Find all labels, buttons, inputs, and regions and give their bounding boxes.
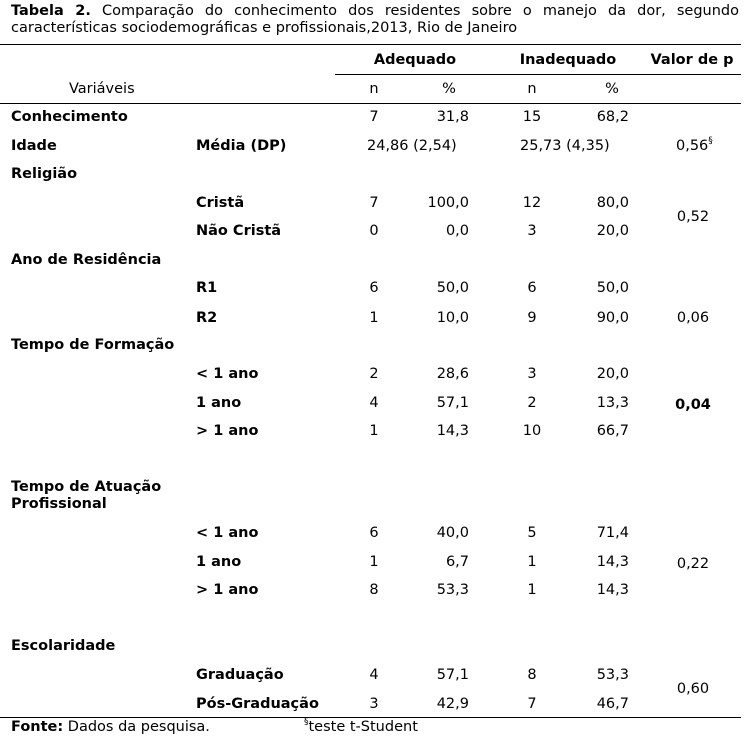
p-value: 0,04 bbox=[675, 397, 711, 413]
p-value: 0,22 bbox=[676, 556, 710, 572]
a-pct: 100,0 bbox=[427, 195, 469, 211]
i-pct: 53,3 bbox=[596, 667, 629, 683]
label: Escolaridade bbox=[11, 638, 116, 654]
label: Ano de Residência bbox=[11, 252, 162, 268]
a-pct: 6,7 bbox=[445, 554, 469, 570]
i-n: 1 bbox=[527, 554, 537, 570]
a-pct: 42,9 bbox=[436, 696, 469, 712]
caption-label: Tabela 2. bbox=[11, 3, 91, 19]
top-rule bbox=[0, 44, 741, 45]
group-header-rule bbox=[335, 74, 741, 75]
sub-label: < 1 ano bbox=[196, 366, 259, 382]
i-n: 5 bbox=[527, 525, 537, 541]
caption-text: Comparação do conhecimento dos residentes sobre o manejo da dor, segundo características sociodemográficas e profissionais,2013, Rio de Janeiro bbox=[11, 3, 740, 36]
i-pct: 80,0 bbox=[596, 195, 629, 211]
sub-label: 1 ano bbox=[196, 395, 242, 411]
i-n: 2 bbox=[527, 395, 537, 411]
header-a-n: n bbox=[369, 81, 379, 97]
i-n: 3 bbox=[527, 366, 537, 382]
source-text: Dados da pesquisa. bbox=[67, 719, 210, 735]
sub-label: < 1 ano bbox=[196, 525, 259, 541]
a-n: 1 bbox=[369, 423, 379, 439]
a-n: 8 bbox=[369, 582, 379, 598]
i-pct: 66,7 bbox=[596, 423, 629, 439]
header-i-pct: % bbox=[605, 81, 619, 97]
i-pct: 20,0 bbox=[596, 223, 629, 239]
source-label: Fonte: bbox=[11, 719, 64, 735]
i-pct: 71,4 bbox=[596, 525, 629, 541]
a-pct: 28,6 bbox=[436, 366, 469, 382]
i-pct: 14,3 bbox=[596, 582, 629, 598]
i-pct: 20,0 bbox=[596, 366, 629, 382]
header-adequado: Adequado bbox=[373, 52, 457, 68]
p-value: 0,52 bbox=[676, 209, 710, 225]
a-n: 7 bbox=[369, 109, 379, 125]
a-pct: 10,0 bbox=[436, 310, 469, 326]
a-n: 1 bbox=[369, 554, 379, 570]
label: Religião bbox=[11, 166, 78, 182]
i-pct: 46,7 bbox=[596, 696, 629, 712]
header-p-value: Valor de p bbox=[650, 52, 734, 68]
sub-label: Cristã bbox=[196, 195, 245, 211]
header-a-pct: % bbox=[442, 81, 456, 97]
sub-label: Média (DP) bbox=[196, 138, 287, 154]
bottom-rule bbox=[0, 717, 741, 718]
i-n: 8 bbox=[527, 667, 537, 683]
i-n: 15 bbox=[522, 109, 542, 125]
i-n: 12 bbox=[522, 195, 542, 211]
i-pct: 13,3 bbox=[596, 395, 629, 411]
a-n: 6 bbox=[369, 280, 379, 296]
a-n: 0 bbox=[369, 223, 379, 239]
a-pct: 57,1 bbox=[436, 667, 469, 683]
a-mean: 24,86 (2,54) bbox=[367, 138, 457, 154]
footer-source bbox=[11, 719, 210, 735]
a-n: 3 bbox=[369, 696, 379, 712]
a-n: 7 bbox=[369, 195, 379, 211]
sub-label: > 1 ano bbox=[196, 582, 259, 598]
a-pct: 53,3 bbox=[436, 582, 469, 598]
p-value: 0,60 bbox=[676, 681, 710, 697]
a-pct: 57,1 bbox=[436, 395, 469, 411]
a-n: 2 bbox=[369, 366, 379, 382]
footnote-mark: § bbox=[708, 136, 713, 146]
sub-label: 1 ano bbox=[196, 554, 242, 570]
header-inadequado: Inadequado bbox=[519, 52, 617, 68]
label: Idade bbox=[11, 138, 57, 154]
sub-label: > 1 ano bbox=[196, 423, 259, 439]
a-pct: 14,3 bbox=[436, 423, 469, 439]
i-pct: 50,0 bbox=[596, 280, 629, 296]
table-caption bbox=[11, 3, 739, 37]
i-pct: 68,2 bbox=[596, 109, 629, 125]
i-n: 10 bbox=[522, 423, 542, 439]
sub-label: Graduação bbox=[196, 667, 284, 683]
note-text: teste t-Student bbox=[308, 719, 418, 735]
sub-label: R2 bbox=[196, 310, 218, 326]
a-pct: 40,0 bbox=[436, 525, 469, 541]
a-pct: 0,0 bbox=[445, 223, 469, 239]
i-n: 3 bbox=[527, 223, 537, 239]
footer-note bbox=[304, 719, 418, 735]
a-n: 1 bbox=[369, 310, 379, 326]
i-pct: 14,3 bbox=[596, 554, 629, 570]
sub-label: R1 bbox=[196, 280, 218, 296]
i-n: 7 bbox=[527, 696, 537, 712]
header-bottom-rule bbox=[0, 103, 741, 104]
a-n: 4 bbox=[369, 667, 379, 683]
label-line2: Profissional bbox=[11, 496, 107, 512]
a-pct: 50,0 bbox=[436, 280, 469, 296]
label: Tempo de Formação bbox=[11, 337, 175, 353]
sub-label: Não Cristã bbox=[196, 223, 282, 239]
a-pct: 31,8 bbox=[436, 109, 469, 125]
i-n: 1 bbox=[527, 582, 537, 598]
header-i-n: n bbox=[527, 81, 537, 97]
label: Conhecimento bbox=[11, 109, 128, 125]
p-value bbox=[676, 138, 713, 154]
header-variables: Variáveis bbox=[69, 81, 135, 97]
p-value: 0,06 bbox=[676, 310, 710, 326]
label-line1: Tempo de Atuação bbox=[11, 479, 162, 495]
i-mean: 25,73 (4,35) bbox=[520, 138, 610, 154]
i-n: 9 bbox=[527, 310, 537, 326]
p-text: 0,56 bbox=[676, 138, 709, 154]
i-pct: 90,0 bbox=[596, 310, 629, 326]
a-n: 4 bbox=[369, 395, 379, 411]
sub-label: Pós-Graduação bbox=[196, 696, 319, 712]
note-mark: § bbox=[304, 717, 309, 727]
i-n: 6 bbox=[527, 280, 537, 296]
a-n: 6 bbox=[369, 525, 379, 541]
